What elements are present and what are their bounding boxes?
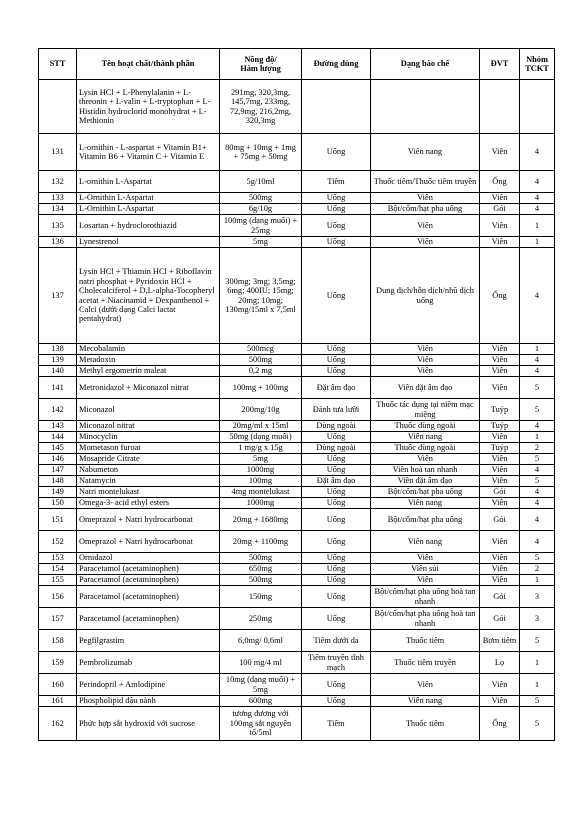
cell-group: 4 — [520, 465, 555, 476]
header-form: Dạng bào chế — [371, 49, 480, 80]
cell-stt: 159 — [39, 652, 77, 674]
cell-unit: Viên — [480, 696, 520, 707]
cell-stt: 150 — [39, 498, 77, 509]
header-stt: STT — [39, 49, 77, 80]
cell-group: 4 — [520, 193, 555, 204]
cell-dose: 5mg — [220, 454, 302, 465]
cell-group: 3 — [520, 608, 555, 630]
cell-name: Perindopril + Amlodipine — [77, 674, 220, 696]
table-row — [39, 237, 555, 248]
cell-form: Viên nang — [371, 696, 480, 707]
table-row — [39, 509, 555, 531]
cell-unit: Viên — [480, 575, 520, 586]
cell-route: Uống — [302, 454, 371, 465]
table-row — [39, 134, 555, 171]
cell-dose: 20mg + 1680mg — [220, 509, 302, 531]
cell-route: Uống — [302, 487, 371, 498]
cell-name: Omega-3- acid ethyl esters — [77, 498, 220, 509]
table-row — [39, 498, 555, 509]
cell-form: Thuốc tiêm — [371, 630, 480, 652]
cell-group: 5 — [520, 553, 555, 564]
table-body — [39, 80, 555, 741]
cell-group: 4 — [520, 355, 555, 366]
cell-dose: 500mcg — [220, 344, 302, 355]
cell-name: Lynestrenol — [77, 237, 220, 248]
cell-unit: Viên — [480, 498, 520, 509]
cell-stt: 143 — [39, 421, 77, 432]
cell-form: Viên — [371, 366, 480, 377]
cell-form: Viên nang — [371, 432, 480, 443]
cell-dose: 80mg + 10mg + 1mg + 75mg + 50mg — [220, 134, 302, 171]
cell-form: Viên nang — [371, 134, 480, 171]
cell-unit: Viên — [480, 454, 520, 465]
cell-dose: 20mg + 1100mg — [220, 531, 302, 553]
cell-dose: 600mg — [220, 696, 302, 707]
cell-name: Pembrolizumab — [77, 652, 220, 674]
cell-dose: tương đương với 100mg sắt nguyên tố/5ml — [220, 707, 302, 741]
cell-dose: 1 mg/g x 15g — [220, 443, 302, 454]
cell-group: 5 — [520, 707, 555, 741]
cell-group: 4 — [520, 171, 555, 193]
cell-dose: 100mg (dạng muối) + 25mg — [220, 215, 302, 237]
cell-route: Tiêm truyền tĩnh mạch — [302, 652, 371, 674]
cell-name: Paracetamol (acetaminophen) — [77, 575, 220, 586]
cell-dose: 20mg/ml x 15ml — [220, 421, 302, 432]
cell-form: Viên — [371, 344, 480, 355]
cell-group: 2 — [520, 443, 555, 454]
table-row — [39, 652, 555, 674]
cell-name: Omeprazol + Natri hydrocarbonat — [77, 531, 220, 553]
cell-name: Losartan + hydroclorothiazid — [77, 215, 220, 237]
cell-group: 1 — [520, 652, 555, 674]
cell-form: Viên — [371, 553, 480, 564]
cell-dose: 250mg — [220, 608, 302, 630]
cell-stt: 145 — [39, 443, 77, 454]
table-row — [39, 454, 555, 465]
cell-form: Thuốc tiêm truyền — [371, 652, 480, 674]
cell-unit: Viên — [480, 564, 520, 575]
cell-route: Uống — [302, 366, 371, 377]
header-row — [39, 49, 555, 80]
cell-dose: 6,0mg/ 0,6ml — [220, 630, 302, 652]
cell-name: Mosapride Citrate — [77, 454, 220, 465]
cell-unit: Viên — [480, 344, 520, 355]
cell-form: Viên — [371, 193, 480, 204]
cell-stt: 160 — [39, 674, 77, 696]
cell-dose: 500mg — [220, 355, 302, 366]
cell-name: Omeprazol + Natri hydrocarbonat — [77, 509, 220, 531]
table-row — [39, 608, 555, 630]
cell-group: 1 — [520, 674, 555, 696]
cell-dose: 4mg montelukast — [220, 487, 302, 498]
table-row — [39, 399, 555, 421]
cell-dose: 10mg (dạng muối) + 5mg — [220, 674, 302, 696]
header-dose — [220, 49, 302, 80]
cell-group: 5 — [520, 476, 555, 487]
cell-unit: Bơm tiêm — [480, 630, 520, 652]
cell-route: Uống — [302, 531, 371, 553]
cell-stt: 153 — [39, 553, 77, 564]
cell-stt: 156 — [39, 586, 77, 608]
cell-form: Thuốc tác dụng tại niêm mạc miệng — [371, 399, 480, 421]
table-row — [39, 248, 555, 344]
cell-stt: 138 — [39, 344, 77, 355]
cell-stt: 135 — [39, 215, 77, 237]
cell-unit: Viên — [480, 531, 520, 553]
cell-name: L-ornithin L-Aspartat — [77, 171, 220, 193]
cell-unit: Viên — [480, 237, 520, 248]
cell-form: Viên đặt âm đạo — [371, 377, 480, 399]
cell-route: Uống — [302, 498, 371, 509]
drug-table — [38, 48, 555, 741]
cell-route: Uống — [302, 355, 371, 366]
cell-form: Bột/cốm/hạt pha uống — [371, 509, 480, 531]
cell-stt: 148 — [39, 476, 77, 487]
cell-route: Tiêm dưới da — [302, 630, 371, 652]
header-group-line1: Nhóm — [526, 54, 548, 64]
cell-unit: Tuýp — [480, 421, 520, 432]
cell-name: L-Ornithin L-Aspartat — [77, 204, 220, 215]
cell-unit: Gói — [480, 608, 520, 630]
cell-route: Uống — [302, 215, 371, 237]
cell-group: 5 — [520, 630, 555, 652]
cell-unit: Gói — [480, 204, 520, 215]
cell-name: Paracetamol (acetaminophen) — [77, 586, 220, 608]
cell-unit: Tuýp — [480, 443, 520, 454]
cell-unit: Viên — [480, 674, 520, 696]
cell-stt: 136 — [39, 237, 77, 248]
cell-group: 1 — [520, 237, 555, 248]
cell-stt: 154 — [39, 564, 77, 575]
cell-route: Uống — [302, 193, 371, 204]
cell-dose: 100 mg/4 ml — [220, 652, 302, 674]
table-row — [39, 215, 555, 237]
cell-route: Uống — [302, 586, 371, 608]
cell-group: 1 — [520, 215, 555, 237]
table-row — [39, 355, 555, 366]
cell-stt: 140 — [39, 366, 77, 377]
cell-group: 3 — [520, 586, 555, 608]
cell-unit: Viên — [480, 377, 520, 399]
cell-dose: 500mg — [220, 193, 302, 204]
table-row — [39, 553, 555, 564]
table-row — [39, 421, 555, 432]
table-row — [39, 586, 555, 608]
cell-unit: Gói — [480, 586, 520, 608]
cell-name: L-Ornithin L-Aspartat — [77, 193, 220, 204]
cell-stt: 139 — [39, 355, 77, 366]
cell-unit: Viên — [480, 193, 520, 204]
cell-route: Đánh tưa lưỡi — [302, 399, 371, 421]
cell-route: Dùng ngoài — [302, 443, 371, 454]
cell-form: Dung dịch/hỗn dịch/nhũ dịch uống — [371, 248, 480, 344]
cell-stt: 158 — [39, 630, 77, 652]
cell-route — [302, 80, 371, 134]
cell-name: Lysin HCl + L-Phenylalanin + L-threonin + L-valin + L-tryptophan + L-Histidin hydroclorid monohydrat + L-Methionin — [77, 80, 220, 134]
cell-name: Phospholipid đậu nành — [77, 696, 220, 707]
cell-stt: 152 — [39, 531, 77, 553]
cell-dose: 1000mg — [220, 465, 302, 476]
table-row — [39, 432, 555, 443]
table-row — [39, 465, 555, 476]
cell-route: Uống — [302, 465, 371, 476]
cell-unit: Ống — [480, 707, 520, 741]
cell-unit: Ống — [480, 171, 520, 193]
cell-route: Uống — [302, 204, 371, 215]
cell-form: Viên — [371, 454, 480, 465]
cell-unit: Viên — [480, 366, 520, 377]
table-row — [39, 366, 555, 377]
cell-route: Đặt âm đạo — [302, 476, 371, 487]
cell-name: Methyl ergometrin maleat — [77, 366, 220, 377]
cell-form: Bột/cốm/hạt pha uống hoà tan nhanh — [371, 586, 480, 608]
cell-stt: 147 — [39, 465, 77, 476]
cell-unit: Viên — [480, 215, 520, 237]
cell-name: Mometason furoat — [77, 443, 220, 454]
cell-dose: 0,2 mg — [220, 366, 302, 377]
cell-group: 4 — [520, 531, 555, 553]
table-row — [39, 443, 555, 454]
table-row — [39, 344, 555, 355]
header-dose-line1: Nồng độ/ — [244, 54, 277, 64]
cell-stt: 155 — [39, 575, 77, 586]
cell-form — [371, 80, 480, 134]
cell-form: Bột/cốm/hạt pha uống hoà tan nhanh — [371, 608, 480, 630]
cell-name: Pegfilgrastim — [77, 630, 220, 652]
cell-route: Uống — [302, 509, 371, 531]
cell-dose: 291mg, 320,3mg, 145,7mg, 233mg, 72,9mg, 216,2mg, 320,3mg — [220, 80, 302, 134]
cell-name: Miconazol — [77, 399, 220, 421]
cell-unit: Viên — [480, 553, 520, 564]
cell-group: 4 — [520, 134, 555, 171]
table-row — [39, 575, 555, 586]
cell-group: 4 — [520, 204, 555, 215]
cell-stt: 161 — [39, 696, 77, 707]
table-row — [39, 80, 555, 134]
cell-name: Natri montelukast — [77, 487, 220, 498]
cell-stt: 144 — [39, 432, 77, 443]
cell-dose: 500mg — [220, 553, 302, 564]
cell-form: Viên — [371, 674, 480, 696]
cell-route: Uống — [302, 432, 371, 443]
cell-route: Tiêm — [302, 707, 371, 741]
cell-route: Tiêm — [302, 171, 371, 193]
cell-name: Ornidazol — [77, 553, 220, 564]
cell-group: 2 — [520, 564, 555, 575]
cell-form: Viên nang — [371, 531, 480, 553]
table-row — [39, 707, 555, 741]
cell-form: Thuốc tiêm — [371, 707, 480, 741]
cell-unit: Gói — [480, 509, 520, 531]
cell-name: Phức hợp sắt hydroxid với sucrose — [77, 707, 220, 741]
cell-name: Minocyclin — [77, 432, 220, 443]
cell-dose: 100mg — [220, 476, 302, 487]
cell-name: Lysin HCl + Thiamin HCl + Riboflavin natri phosphat + Pyridoxin HCl + Cholecalciferol + D,L-alpha-Tocopheryl acetat + Niacinamid + Dexpanthenol + Calci (dưới dạng Calci lactat pentahydrat) — [77, 248, 220, 344]
cell-name: Miconazol nitrat — [77, 421, 220, 432]
cell-unit: Viên — [480, 432, 520, 443]
cell-group: 1 — [520, 344, 555, 355]
cell-dose: 150mg — [220, 586, 302, 608]
cell-route: Uống — [302, 237, 371, 248]
cell-unit — [480, 80, 520, 134]
cell-stt: 142 — [39, 399, 77, 421]
cell-dose: 100mg + 100mg — [220, 377, 302, 399]
cell-name: Metronidazol + Miconazol nitrat — [77, 377, 220, 399]
cell-form: Viên — [371, 215, 480, 237]
table-row — [39, 630, 555, 652]
cell-name: Metadoxin — [77, 355, 220, 366]
cell-group: 5 — [520, 696, 555, 707]
cell-stt: 151 — [39, 509, 77, 531]
cell-route: Dùng ngoài — [302, 421, 371, 432]
header-dose-line2: Hàm lượng — [240, 64, 281, 73]
cell-stt: 134 — [39, 204, 77, 215]
cell-group: 5 — [520, 377, 555, 399]
cell-name: Mecobalamin — [77, 344, 220, 355]
cell-route: Uống — [302, 696, 371, 707]
cell-form: Thuốc dùng ngoài — [371, 443, 480, 454]
cell-group — [520, 80, 555, 134]
cell-route: Uống — [302, 553, 371, 564]
cell-group: 5 — [520, 454, 555, 465]
cell-group: 4 — [520, 248, 555, 344]
cell-form: Thuốc tiêm/Thuốc tiêm truyền — [371, 171, 480, 193]
cell-name: Nabumeton — [77, 465, 220, 476]
cell-form: Viên — [371, 575, 480, 586]
cell-stt: 132 — [39, 171, 77, 193]
table-row — [39, 377, 555, 399]
cell-unit: Viên — [480, 476, 520, 487]
cell-unit: Viên — [480, 134, 520, 171]
cell-form: Viên sủi — [371, 564, 480, 575]
cell-stt — [39, 80, 77, 134]
header-group — [520, 49, 555, 80]
cell-dose: 650mg — [220, 564, 302, 575]
cell-dose: 50mg (dạng muối) — [220, 432, 302, 443]
cell-form: Bột/cốm/hạt pha uống — [371, 204, 480, 215]
cell-dose: 6g/10g — [220, 204, 302, 215]
cell-dose: 5mg — [220, 237, 302, 248]
cell-stt: 137 — [39, 248, 77, 344]
cell-group: 4 — [520, 366, 555, 377]
cell-group: 5 — [520, 399, 555, 421]
table-row — [39, 674, 555, 696]
cell-name: Paracetamol (acetaminophen) — [77, 564, 220, 575]
cell-dose: 500mg — [220, 575, 302, 586]
cell-route: Uống — [302, 134, 371, 171]
cell-route: Uống — [302, 344, 371, 355]
cell-form: Viên nang — [371, 498, 480, 509]
cell-group: 4 — [520, 487, 555, 498]
cell-form: Viên đặt âm đạo — [371, 476, 480, 487]
cell-group: 4 — [520, 498, 555, 509]
cell-dose: 5g/10ml — [220, 171, 302, 193]
cell-stt: 162 — [39, 707, 77, 741]
header-unit: ĐVT — [480, 49, 520, 80]
cell-form: Viên hoà tan nhanh — [371, 465, 480, 476]
cell-stt: 146 — [39, 454, 77, 465]
cell-name: Paracetamol (acetaminophen) — [77, 608, 220, 630]
cell-name: L-ornithin - L-aspartat + Vitamin B1+ Vitamin B6 + Vitamin C + Vitamin E — [77, 134, 220, 171]
cell-group: 1 — [520, 432, 555, 443]
cell-stt: 141 — [39, 377, 77, 399]
header-group-line2: TCKT — [525, 64, 549, 73]
header-name: Tên hoạt chất/thành phần — [77, 49, 220, 80]
cell-dose: 200mg/10g — [220, 399, 302, 421]
cell-group: 4 — [520, 509, 555, 531]
cell-name: Natamycin — [77, 476, 220, 487]
table-row — [39, 476, 555, 487]
cell-unit: Ống — [480, 248, 520, 344]
cell-dose: 300mg; 3mg; 3,5mg; 6mg; 400IU; 15mg; 20mg; 10mg; 130mg/15ml x 7,5ml — [220, 248, 302, 344]
table-row — [39, 193, 555, 204]
cell-dose: 1000mg — [220, 498, 302, 509]
cell-form: Viên — [371, 237, 480, 248]
table-row — [39, 171, 555, 193]
cell-form: Thuốc dùng ngoài — [371, 421, 480, 432]
cell-route: Uống — [302, 608, 371, 630]
cell-form: Bột/cốm/hạt pha uống — [371, 487, 480, 498]
table-row — [39, 204, 555, 215]
cell-stt: 149 — [39, 487, 77, 498]
table-row — [39, 531, 555, 553]
table-row — [39, 487, 555, 498]
cell-unit: Viên — [480, 355, 520, 366]
cell-form: Viên — [371, 355, 480, 366]
header-route: Đường dùng — [302, 49, 371, 80]
cell-unit: Tuýp — [480, 399, 520, 421]
cell-group: 4 — [520, 421, 555, 432]
table-row — [39, 696, 555, 707]
cell-route: Uống — [302, 575, 371, 586]
cell-unit: Viên — [480, 465, 520, 476]
cell-route: Uống — [302, 674, 371, 696]
cell-stt: 157 — [39, 608, 77, 630]
cell-route: Đặt âm đạo — [302, 377, 371, 399]
cell-stt: 133 — [39, 193, 77, 204]
cell-stt: 131 — [39, 134, 77, 171]
cell-route: Uống — [302, 248, 371, 344]
cell-unit: Lọ — [480, 652, 520, 674]
cell-unit: Gói — [480, 487, 520, 498]
cell-group: 1 — [520, 575, 555, 586]
cell-route: Uống — [302, 564, 371, 575]
table-row — [39, 564, 555, 575]
